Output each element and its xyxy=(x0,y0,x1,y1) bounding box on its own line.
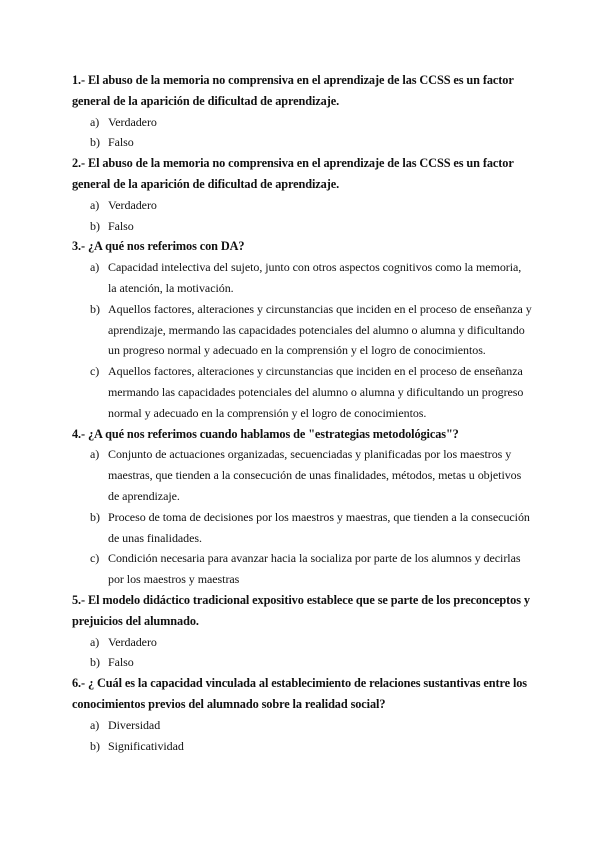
option-text: Falso xyxy=(108,655,134,670)
question-1-options xyxy=(72,112,532,154)
option-letter: a) xyxy=(90,260,100,275)
option-3c xyxy=(72,361,532,423)
option-text: Condición necesaria para avanzar hacia la socializa por parte de los alumnos y decirlas por los maestros y maestras xyxy=(108,551,521,587)
option-text: Aquellos factores, alteraciones y circunstancias que inciden en el proceso de enseñanza y aprendizaje, mermando las capacidades potenciales del alumno o alumna y dificultando un progreso normal y adecuado en la comprensión y el logro de conocimientos. xyxy=(108,301,532,358)
question-4: 4.- ¿A qué nos referimos cuando hablamos de "estrategias metodológicas"? xyxy=(72,426,459,441)
option-text: Aquellos factores, alteraciones y circunstancias que inciden en el proceso de enseñanza mermando las capacidades potenciales del alumno o alumna y dificultando un progreso normal y adecuado en la comprensión y el logro de conocimientos. xyxy=(108,364,524,420)
question-4-options xyxy=(72,444,532,590)
option-6b xyxy=(72,736,532,757)
quiz-content xyxy=(72,70,532,756)
question-5-options xyxy=(72,632,532,674)
option-2b xyxy=(72,216,532,237)
option-4b xyxy=(72,507,532,549)
option-3b xyxy=(72,299,532,361)
option-text: Conjunto de actuaciones organizadas, secuenciadas y planificadas por los maestros y maestras, que tienden a la consecución de unas finalidades, métodos, metas u objetivos de aprendizaje. xyxy=(108,447,522,503)
option-text: Verdadero xyxy=(108,197,157,212)
option-1a xyxy=(72,112,532,133)
option-text: Significatividad xyxy=(108,738,184,753)
option-3a xyxy=(72,257,532,299)
option-letter: b) xyxy=(90,509,100,524)
option-2a xyxy=(72,195,532,216)
option-letter: b) xyxy=(90,135,100,150)
option-5b xyxy=(72,652,532,673)
option-letter: b) xyxy=(90,738,100,753)
option-text: Proceso de toma de decisiones por los maestros y maestras, que tienden a la consecución de unas finalidades. xyxy=(108,509,530,545)
option-5a xyxy=(72,632,532,653)
question-6: 6.- ¿ Cuál es la capacidad vinculada al establecimiento de relaciones sustantivas entre los conocimientos previos del alumnado sobre la realidad social? xyxy=(72,676,527,711)
option-letter: c) xyxy=(90,551,100,566)
option-6a xyxy=(72,715,532,736)
option-text: Diversidad xyxy=(108,717,161,732)
option-letter: a) xyxy=(90,197,100,212)
option-text: Verdadero xyxy=(108,114,157,129)
option-4a xyxy=(72,444,532,506)
question-1: 1.- El abuso de la memoria no comprensiva en el aprendizaje de las CCSS es un factor general de la aparición de dificultad de aprendizaje. xyxy=(72,73,514,108)
option-letter: b) xyxy=(90,218,100,233)
option-letter: b) xyxy=(90,655,100,670)
question-2: 2.- El abuso de la memoria no comprensiva en el aprendizaje de las CCSS es un factor general de la aparición de dificultad de aprendizaje. xyxy=(72,156,514,191)
option-text: Capacidad intelectiva del sujeto, junto con otros aspectos cognitivos como la memoria, la atención, la motivación. xyxy=(108,260,522,295)
option-letter: a) xyxy=(90,114,100,129)
option-4c xyxy=(72,548,532,590)
option-letter: a) xyxy=(90,634,100,649)
option-letter: a) xyxy=(90,717,100,732)
question-3-options xyxy=(72,257,532,423)
option-letter: c) xyxy=(90,364,100,379)
option-1b xyxy=(72,132,532,153)
option-letter: a) xyxy=(90,447,100,462)
question-6-options xyxy=(72,715,532,757)
option-letter: b) xyxy=(90,301,100,316)
question-5: 5.- El modelo didáctico tradicional expositivo establece que se parte de los preconceptos y prejuicios del alumnado. xyxy=(72,592,530,628)
option-text: Falso xyxy=(108,218,134,233)
option-text: Falso xyxy=(108,135,134,150)
question-3: 3.- ¿A qué nos referimos con DA? xyxy=(72,239,245,254)
question-2-options xyxy=(72,195,532,237)
option-text: Verdadero xyxy=(108,634,157,649)
